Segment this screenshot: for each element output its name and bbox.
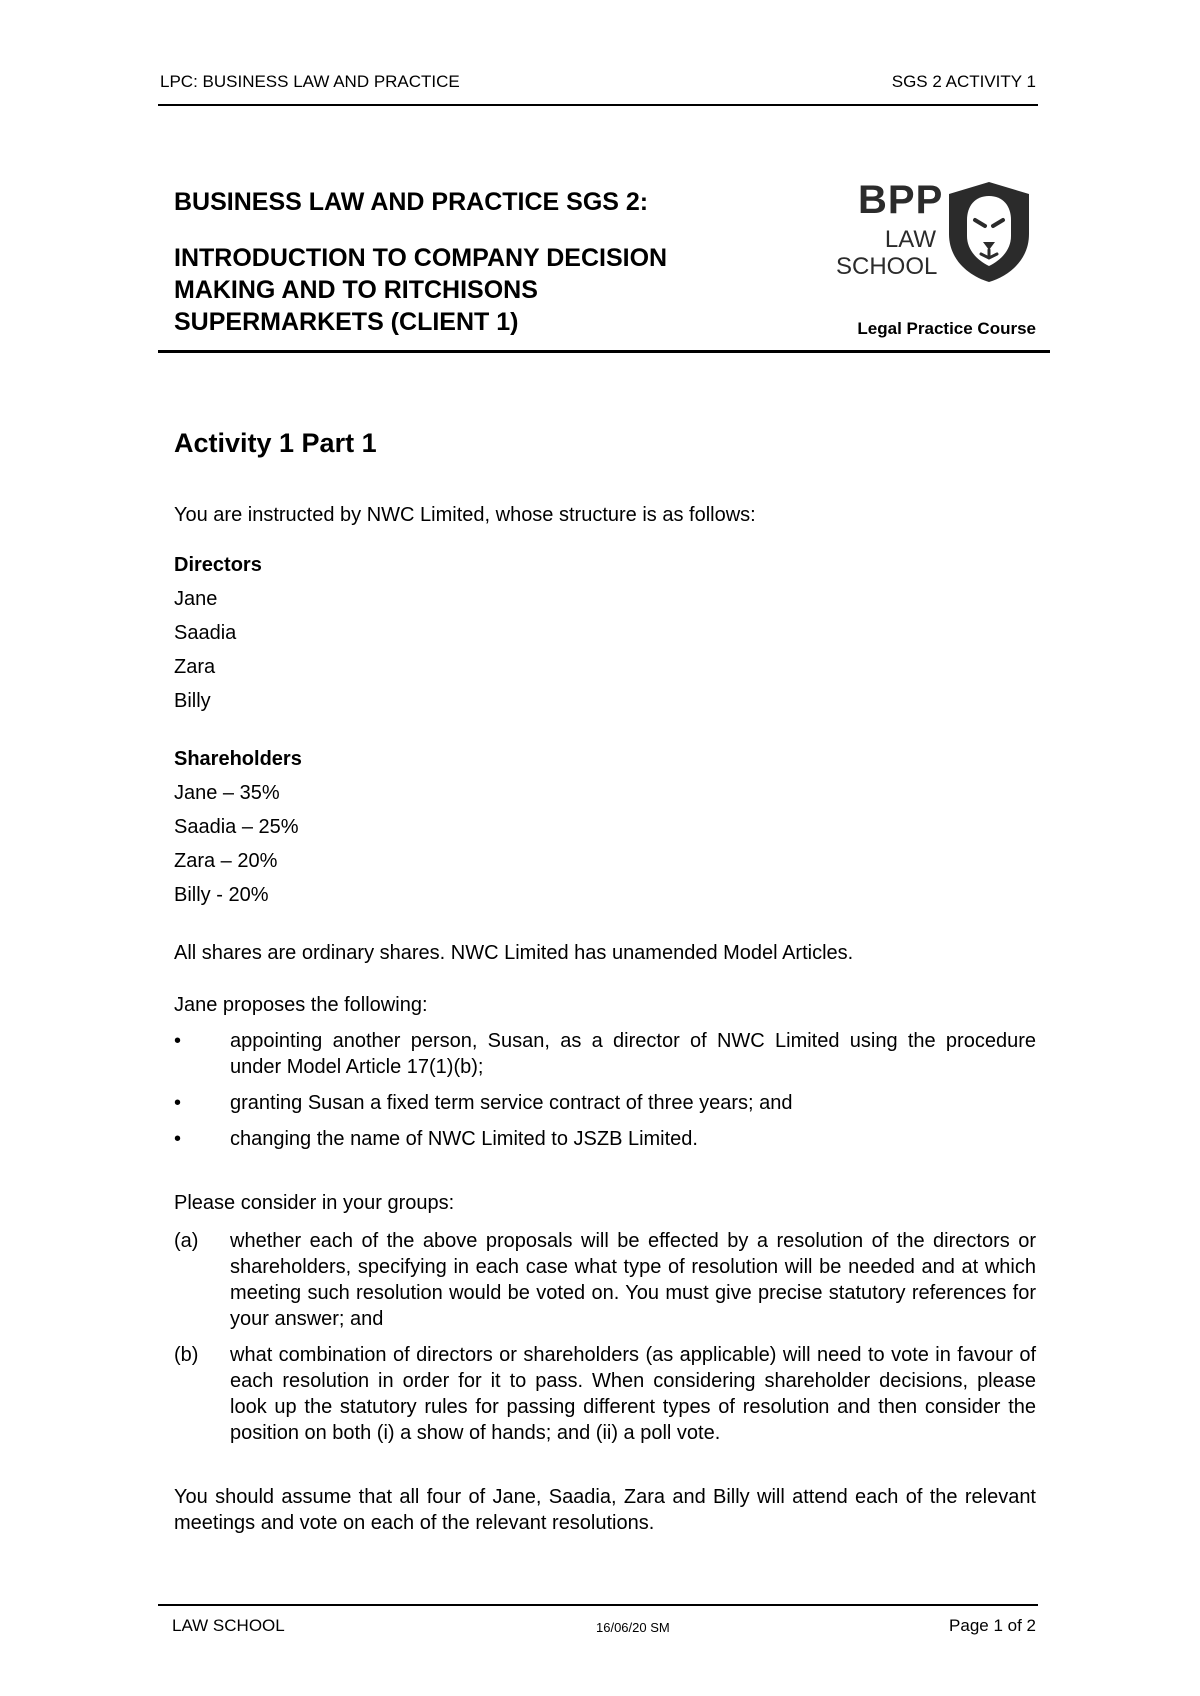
- page-header-left: LPC: BUSINESS LAW AND PRACTICE: [160, 72, 460, 91]
- footer-divider: [158, 1604, 1038, 1606]
- bullet-icon: •: [174, 1092, 182, 1114]
- question-label: (b): [174, 1344, 199, 1366]
- intro-paragraph: You are instructed by NWC Limited, whose structure is as follows:: [174, 504, 756, 526]
- document-subtitle-line-1: INTRODUCTION TO COMPANY DECISION: [174, 244, 668, 272]
- shareholder-entry: Billy - 20%: [174, 884, 269, 906]
- shareholder-entry: Jane – 35%: [174, 782, 280, 804]
- proposal-intro: Jane proposes the following:: [174, 994, 428, 1016]
- proposal-item: [174, 1126, 1036, 1152]
- document-subtitle-line-2: MAKING AND TO RITCHISONS: [174, 276, 538, 304]
- proposal-text: appointing another person, Susan, as a director of NWC Limited using the procedure under Model Article 17(1)(b);: [230, 1030, 1036, 1078]
- question-text: whether each of the above proposals will be effected by a resolution of the directors or shareholders, specifying in each case what type of resolution will be needed and at which meeting such resolution would be voted on. You must give precise statutory references for your answer; and: [230, 1230, 1036, 1330]
- page-number: Page 1 of 2: [949, 1616, 1036, 1635]
- page-footer-left: LAW SCHOOL: [172, 1616, 285, 1635]
- page-footer-date: 16/06/20 SM: [596, 1620, 670, 1635]
- logo-brand: BPP: [858, 178, 944, 222]
- directors-heading: Directors: [174, 554, 262, 576]
- shareholder-entry: Zara – 20%: [174, 850, 278, 872]
- director-name: Billy: [174, 690, 211, 712]
- title-divider: [158, 350, 1050, 353]
- question-label: (a): [174, 1230, 199, 1252]
- director-name: Saadia: [174, 622, 237, 644]
- question-item: [174, 1228, 1036, 1332]
- shareholder-entry: Saadia – 25%: [174, 816, 299, 838]
- bullet-icon: •: [174, 1128, 182, 1150]
- page-header-right: SGS 2 ACTIVITY 1: [891, 72, 1036, 91]
- director-name: Zara: [174, 656, 216, 678]
- closing-paragraph: You should assume that all four of Jane, Saadia, Zara and Billy will attend each of the relevant meetings and vote on each of the relevant resolutions.: [174, 1486, 1036, 1534]
- director-name: Jane: [174, 588, 218, 610]
- proposal-text: granting Susan a fixed term service contract of three years; and: [230, 1092, 793, 1114]
- question-item: [174, 1342, 1036, 1446]
- shareholders-heading: Shareholders: [174, 748, 302, 770]
- bullet-icon: •: [174, 1030, 182, 1052]
- document-subtitle-line-3: SUPERMARKETS (CLIENT 1): [174, 308, 519, 336]
- header-divider: [158, 104, 1038, 106]
- document-title: BUSINESS LAW AND PRACTICE SGS 2:: [174, 188, 649, 216]
- shares-note: All shares are ordinary shares. NWC Limited has unamended Model Articles.: [174, 942, 854, 964]
- lion-shield-icon: [945, 180, 1033, 284]
- course-label: Legal Practice Course: [857, 319, 1036, 338]
- question-text: what combination of directors or shareholders (as applicable) will need to vote in favour of each resolution in order for it to pass. When considering shareholder decisions, please look up the statutory rules for passing different types of resolution and then consider the position on both (i) a show of hands; and (ii) a poll vote.: [230, 1344, 1036, 1444]
- proposal-text: changing the name of NWC Limited to JSZB Limited.: [230, 1128, 698, 1150]
- activity-heading: Activity 1 Part 1: [174, 428, 377, 458]
- proposal-item: [174, 1090, 1036, 1116]
- proposal-item: [174, 1028, 1036, 1080]
- logo-line-school: SCHOOL: [836, 253, 938, 280]
- consider-intro: Please consider in your groups:: [174, 1192, 455, 1214]
- logo-line-law: LAW: [884, 226, 936, 253]
